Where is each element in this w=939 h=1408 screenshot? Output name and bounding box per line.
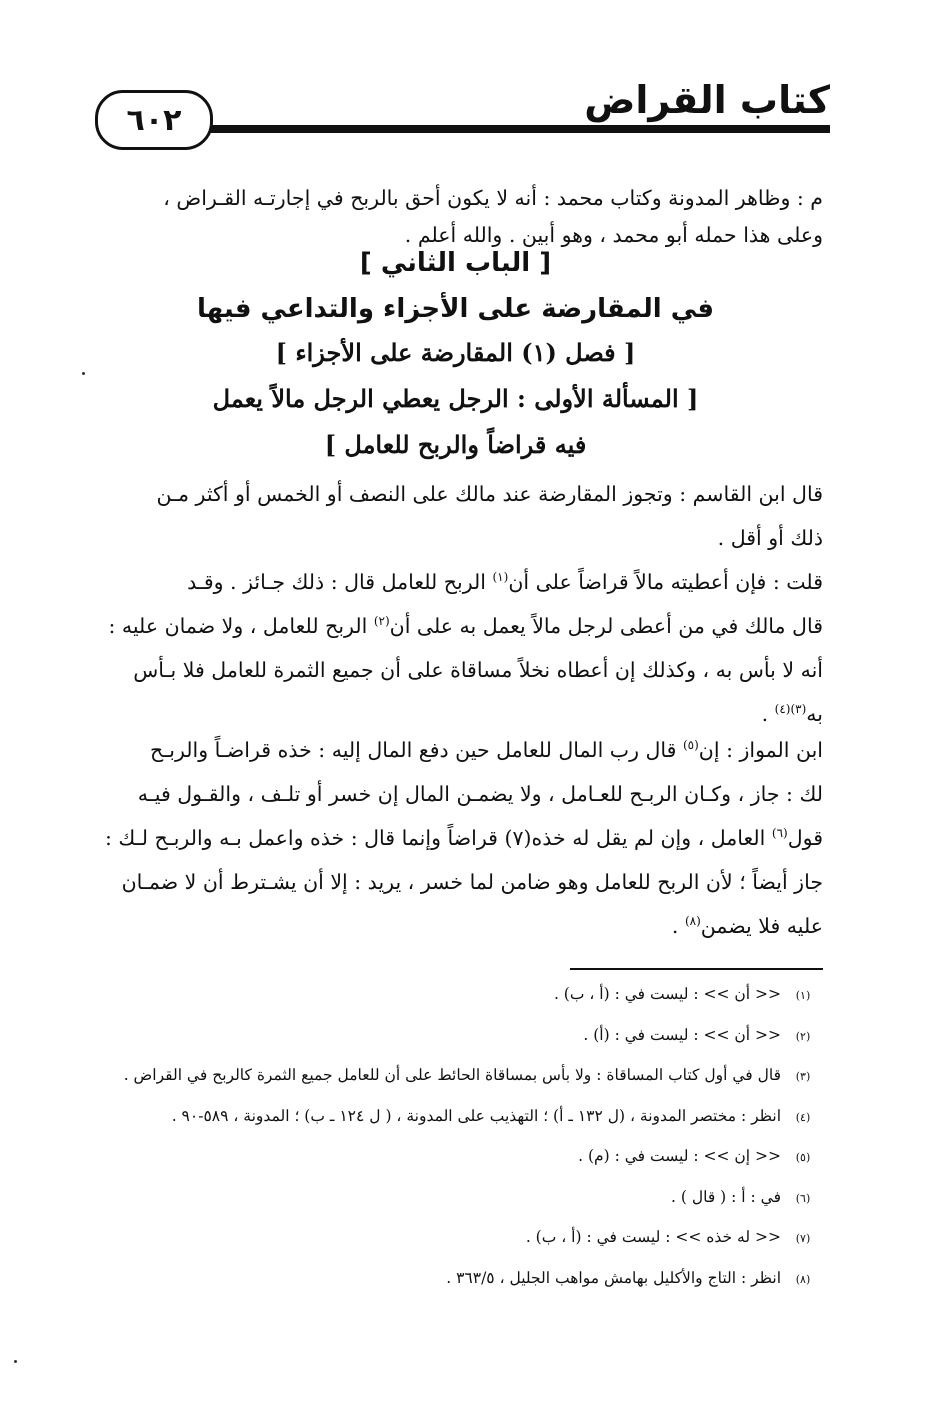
footnote-text: << أن >> : ليست في : (أ ، ب) . bbox=[553, 985, 781, 1003]
footnotes-list bbox=[90, 985, 825, 1309]
footnote-item bbox=[90, 985, 825, 1026]
intro-paragraph bbox=[88, 176, 823, 250]
footnote-number: (١) bbox=[795, 989, 811, 1002]
footnote-text: قال في أول كتاب المساقاة : ولا بأس بمساقاة الحائط على أن للعامل جميع الثمرة كالربح في القراض . bbox=[123, 1066, 781, 1084]
footnote-text: انظر : مختصر المدونة ، (ل ١٣٢ ـ أ) ؛ التهذيب على المدونة ، ( ل ١٢٤ ـ ب) ؛ المدونة ، ٥٨٩-٩٠ . bbox=[171, 1106, 781, 1125]
section-heading: [ فصل (١) المقارضة على الأجزاء ] bbox=[275, 338, 636, 367]
footnote-text: << أن >> : ليست في : (أ) . bbox=[583, 1025, 781, 1044]
book-title: كتاب القراض bbox=[584, 78, 830, 122]
footnote-ref[interactable]: (٥) bbox=[682, 738, 699, 753]
chapter-subheading: في المقارضة على الأجزاء والتداعي فيها bbox=[196, 294, 715, 324]
text-line bbox=[88, 816, 823, 860]
footnote-ref[interactable]: (٨) bbox=[684, 914, 701, 929]
footnote-number: (٦) bbox=[795, 1191, 811, 1205]
footnote-ref[interactable]: (١) bbox=[492, 570, 509, 585]
footnote-number: (٥) bbox=[795, 1151, 811, 1164]
text-line: قال ابن القاسم : وتجوز المقارضة عند مالك على النصف أو الخمس أو أكثر مـن bbox=[156, 482, 823, 506]
footnote-number: (٢) bbox=[795, 1029, 811, 1043]
issue-heading-line-1: [ المسألة الأولى : الرجل يعطي الرجل مالاً يعمل bbox=[212, 384, 699, 413]
text-run: قول bbox=[787, 826, 823, 850]
footnote-number: (٣) bbox=[795, 1070, 811, 1083]
text-run: العامل ، وإن لم يقل له خذه(٧) قراضاً وإنما قال : خذه واعمل بـه والربـح لـك : bbox=[105, 826, 772, 850]
text-line: وعلى هذا حمله أبو محمد ، وهو أبين . والله أعلم . bbox=[404, 223, 823, 247]
text-run: ابن المواز : إن bbox=[698, 738, 823, 762]
footnote-item bbox=[90, 1107, 825, 1148]
page-number: ٦٠٢ bbox=[126, 102, 182, 138]
footnote-number: (٨) bbox=[795, 1272, 811, 1286]
footnote-item bbox=[90, 1188, 825, 1229]
issue-heading-line-2: فيه قراضاً والربح للعامل ] bbox=[324, 430, 587, 459]
paragraph-qult bbox=[88, 560, 823, 736]
footnote-ref[interactable]: (٢) bbox=[373, 614, 390, 629]
text-run: قال رب المال للعامل حين دفع المال إليه : خذه قراضـاً والربـح bbox=[150, 738, 683, 762]
footnote-item bbox=[90, 1026, 825, 1067]
text-run: عليه فلا يضمن bbox=[700, 914, 823, 938]
text-line bbox=[88, 772, 823, 816]
text-line: م : وظاهر المدونة وكتاب محمد : أنه لا يكون أحق بالربح في إجارتـه القـراض ، bbox=[163, 186, 823, 210]
footnote-text: << له خذه >> : ليست في : (أ ، ب) . bbox=[525, 1228, 781, 1246]
scan-speck bbox=[14, 1360, 17, 1363]
text-run: . bbox=[671, 914, 685, 938]
footnote-text: انظر : التاج والأكليل بهامش مواهب الجليل ، ٣٦٣/٥ . bbox=[446, 1268, 781, 1287]
footnote-text: في : أ : ( قال ) . bbox=[671, 1187, 781, 1206]
text-line bbox=[88, 904, 823, 948]
page-header bbox=[95, 72, 830, 152]
text-run: لك : جاز ، وكـان الربـح للعـامل ، ولا يضمـن المال إن خسر أو تلـف ، والقـول فيـه bbox=[137, 782, 823, 806]
text-line bbox=[88, 728, 823, 772]
footnote-ref[interactable]: (٣)(٤) bbox=[774, 702, 807, 717]
footnote-separator bbox=[570, 968, 823, 970]
text-line bbox=[88, 604, 823, 648]
footnote-item bbox=[90, 1147, 825, 1188]
text-run: . bbox=[761, 702, 775, 726]
header-rule bbox=[195, 125, 830, 133]
text-run: جاز أيضاً ؛ لأن الربح للعامل وهو ضامن لما خسر ، يريد : إلا أن يشـترط أن لا ضمـان bbox=[121, 870, 823, 894]
text-line bbox=[88, 860, 823, 904]
text-run: الربح للعامل قال : ذلك جـائز . وقـد bbox=[187, 570, 493, 594]
text-line bbox=[88, 560, 823, 604]
footnote-number: (٧) bbox=[795, 1232, 811, 1245]
paragraph-ibn-al-qasim bbox=[88, 472, 823, 560]
text-run: به bbox=[806, 702, 823, 726]
footnote-number: (٤) bbox=[795, 1110, 811, 1124]
text-line bbox=[88, 648, 823, 692]
text-run: قلت : فإن أعطيته مالاً قراضاً على أن bbox=[508, 570, 823, 594]
text-run: أنه لا بأس به ، وكذلك إن أعطاه نخلاً مساقاة على أن جميع الثمرة للعامل فلا بـأس bbox=[133, 658, 823, 682]
page-number-badge bbox=[95, 90, 213, 150]
footnote-ref[interactable]: (٦) bbox=[771, 826, 788, 841]
text-line: ذلك أو أقل . bbox=[717, 526, 823, 550]
chapter-heading: [ الباب الثاني ] bbox=[359, 248, 552, 278]
paragraph-ibn-al-mawwaz bbox=[88, 728, 823, 948]
footnote-item bbox=[90, 1228, 825, 1269]
footnote-text: << إن >> : ليست في : (م) . bbox=[578, 1147, 781, 1165]
footnote-item bbox=[90, 1066, 825, 1107]
scan-speck bbox=[82, 372, 85, 375]
text-run: الربح للعامل ، ولا ضمان عليه : bbox=[108, 614, 374, 638]
footnote-item bbox=[90, 1269, 825, 1310]
text-run: قال مالك في من أعطى لرجل مالاً يعمل به على أن bbox=[389, 614, 823, 638]
